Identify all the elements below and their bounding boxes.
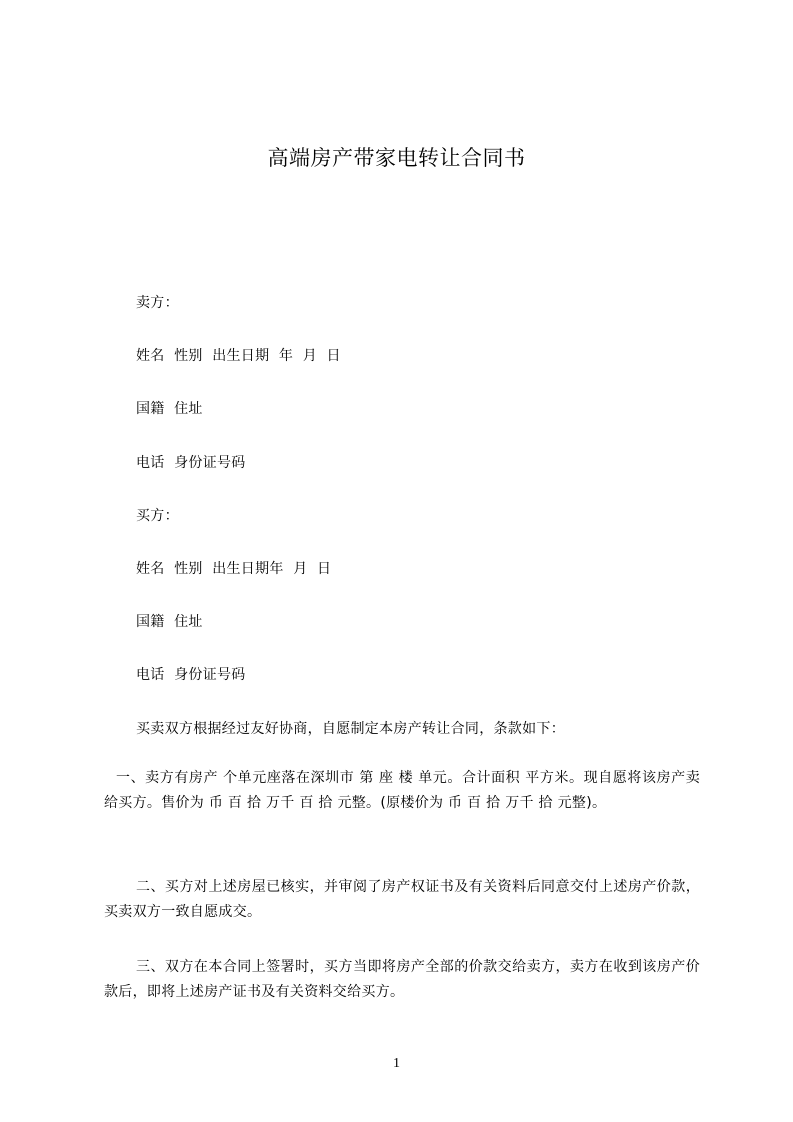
seller-nationality-line: 国籍 住址: [136, 401, 203, 417]
buyer-heading: 买方：: [136, 508, 179, 524]
seller-phone-line: 电话 身份证号码: [136, 455, 246, 471]
buyer-phone-line: 电话 身份证号码: [136, 667, 246, 683]
intro-text: 买卖双方根据经过友好协商，自愿制定本房产转让合同，条款如下：: [136, 721, 565, 737]
seller-name-line: 姓名 性别 出生日期 年 月 日: [136, 348, 341, 364]
buyer-nationality-line: 国籍 住址: [136, 614, 203, 630]
clause-1: 一、卖方有房产 个单元座落在深圳市 第 座 楼 单元。合计面积 平方米。现自愿将该房产卖给买方。售价为 币 百 拾 万千 百 拾 元整。(原楼价为 币 百 拾 万千 拾 元整)。: [104, 770, 700, 811]
page-number: 1: [393, 1056, 400, 1071]
clause-3: 三、双方在本合同上签署时，买方当即将房产全部的价款交给卖方，卖方在收到该房产价款后，即将上述房产证书及有关资料交给买方。: [104, 959, 700, 1000]
buyer-name-line: 姓名 性别 出生日期年 月 日: [136, 561, 332, 577]
document-title: 高端房产带家电转让合同书: [267, 146, 526, 170]
seller-heading: 卖方：: [136, 295, 179, 311]
clause-2: 二、买方对上述房屋已核实，并审阅了房产权证书及有关资料后同意交付上述房产价款，买卖双方一致自愿成交。: [104, 879, 700, 920]
